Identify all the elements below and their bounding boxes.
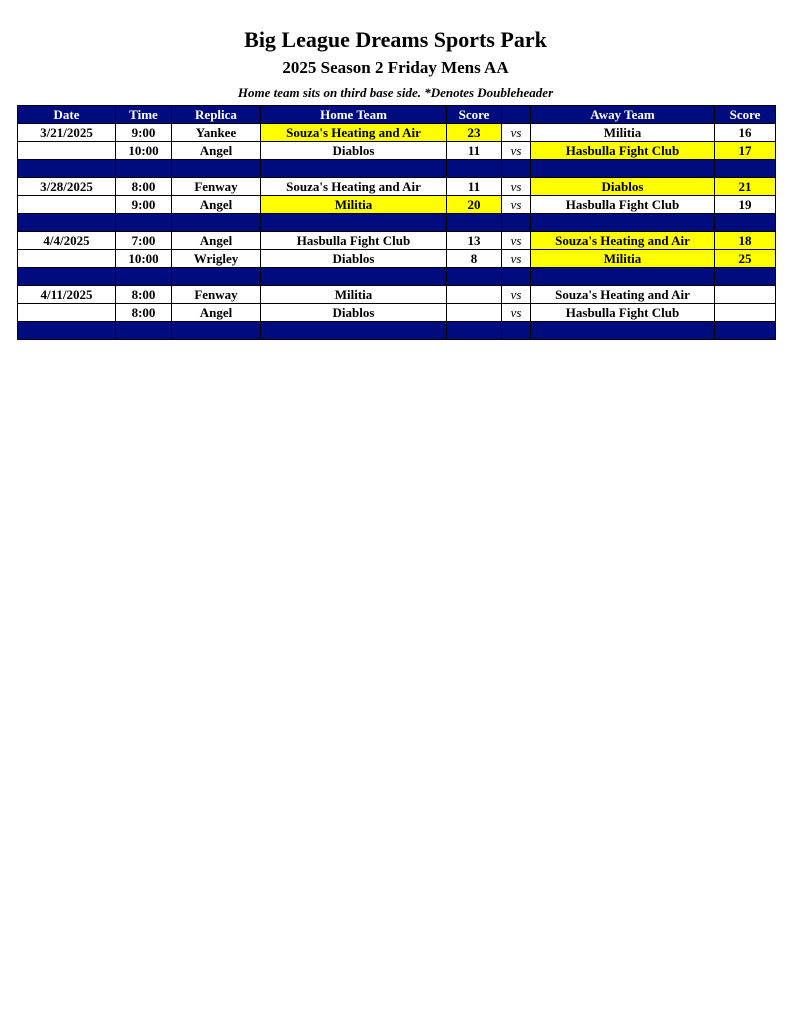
header-replica: Replica [172,106,261,124]
home-team-cell: Diablos [261,142,447,160]
replica-field-cell: Fenway [172,178,261,196]
week-separator-row [18,268,776,286]
season-subtitle: 2025 Season 2 Friday Mens AA [282,58,509,77]
date-cell [18,196,116,214]
separator-cell [447,268,502,286]
header-home-team: Home Team [261,106,447,124]
away-team-cell: Hasbulla Fight Club [531,196,715,214]
time-cell: 7:00 [116,232,172,250]
separator-cell [261,268,447,286]
home-score-cell [447,286,502,304]
week-separator-row [18,160,776,178]
replica-field-cell: Angel [172,232,261,250]
week-separator-row [18,214,776,232]
separator-cell [172,214,261,232]
game-row [18,142,776,160]
away-team-cell: Hasbulla Fight Club [531,304,715,322]
separator-cell [172,268,261,286]
home-team-cell: Militia [261,196,447,214]
date-cell: 3/21/2025 [18,124,116,142]
game-row [18,304,776,322]
separator-cell [715,322,776,340]
header-vs [502,106,531,124]
game-row [18,232,776,250]
separator-cell [116,268,172,286]
date-cell [18,142,116,160]
home-team-cell: Militia [261,286,447,304]
separator-cell [715,160,776,178]
separator-cell [18,268,116,286]
separator-cell [531,214,715,232]
time-cell: 8:00 [116,178,172,196]
away-score-cell: 18 [715,232,776,250]
home-team-cell: Diablos [261,250,447,268]
home-score-cell: 20 [447,196,502,214]
separator-cell [502,214,531,232]
separator-cell [172,322,261,340]
header-time: Time [116,106,172,124]
separator-cell [116,214,172,232]
separator-cell [18,214,116,232]
home-team-cell: Hasbulla Fight Club [261,232,447,250]
away-team-cell: Militia [531,250,715,268]
separator-cell [502,160,531,178]
away-score-cell: 19 [715,196,776,214]
home-score-cell [447,304,502,322]
replica-field-cell: Wrigley [172,250,261,268]
away-team-cell: Souza's Heating and Air [531,232,715,250]
separator-cell [261,214,447,232]
separator-cell [172,160,261,178]
date-cell [18,304,116,322]
separator-cell [502,268,531,286]
header-home-score: Score [447,106,502,124]
game-row [18,124,776,142]
separator-cell [715,268,776,286]
game-row [18,196,776,214]
replica-field-cell: Fenway [172,286,261,304]
time-cell: 8:00 [116,286,172,304]
date-cell: 4/11/2025 [18,286,116,304]
away-score-cell [715,304,776,322]
schedule-note: Home team sits on third base side. *Denotes Doubleheader [237,85,554,100]
away-team-cell: Souza's Heating and Air [531,286,715,304]
separator-cell [447,160,502,178]
separator-cell [447,322,502,340]
separator-cell [531,160,715,178]
away-score-cell: 16 [715,124,776,142]
time-cell: 10:00 [116,250,172,268]
home-team-cell: Souza's Heating and Air [261,178,447,196]
home-team-cell: Souza's Heating and Air [261,124,447,142]
page-title: Big League Dreams Sports Park [244,27,547,52]
game-row [18,286,776,304]
replica-field-cell: Angel [172,304,261,322]
vs-cell: vs [502,196,531,214]
header-row [18,106,776,124]
replica-field-cell: Angel [172,196,261,214]
vs-cell: vs [502,304,531,322]
vs-cell: vs [502,232,531,250]
away-score-cell: 25 [715,250,776,268]
separator-cell [18,160,116,178]
schedule-table [17,105,776,340]
separator-cell [261,322,447,340]
replica-field-cell: Angel [172,142,261,160]
replica-field-cell: Yankee [172,124,261,142]
away-score-cell: 17 [715,142,776,160]
home-score-cell: 11 [447,178,502,196]
time-cell: 9:00 [116,124,172,142]
time-cell: 10:00 [116,142,172,160]
away-team-cell: Hasbulla Fight Club [531,142,715,160]
header-away-score: Score [715,106,776,124]
date-cell: 3/28/2025 [18,178,116,196]
date-cell [18,250,116,268]
vs-cell: vs [502,142,531,160]
header-date: Date [18,106,116,124]
vs-cell: vs [502,178,531,196]
separator-cell [531,268,715,286]
home-score-cell: 13 [447,232,502,250]
home-score-cell: 8 [447,250,502,268]
home-team-cell: Diablos [261,304,447,322]
away-score-cell: 21 [715,178,776,196]
vs-cell: vs [502,286,531,304]
week-separator-row [18,322,776,340]
separator-cell [18,322,116,340]
header-away-team: Away Team [531,106,715,124]
separator-cell [502,322,531,340]
away-team-cell: Diablos [531,178,715,196]
game-row [18,178,776,196]
separator-cell [447,214,502,232]
date-cell: 4/4/2025 [18,232,116,250]
home-score-cell: 11 [447,142,502,160]
separator-cell [116,322,172,340]
separator-cell [261,160,447,178]
game-row [18,250,776,268]
away-score-cell [715,286,776,304]
vs-cell: vs [502,250,531,268]
vs-cell: vs [502,124,531,142]
time-cell: 8:00 [116,304,172,322]
schedule-body [18,124,776,340]
home-score-cell: 23 [447,124,502,142]
separator-cell [715,214,776,232]
away-team-cell: Militia [531,124,715,142]
separator-cell [531,322,715,340]
separator-cell [116,160,172,178]
time-cell: 9:00 [116,196,172,214]
